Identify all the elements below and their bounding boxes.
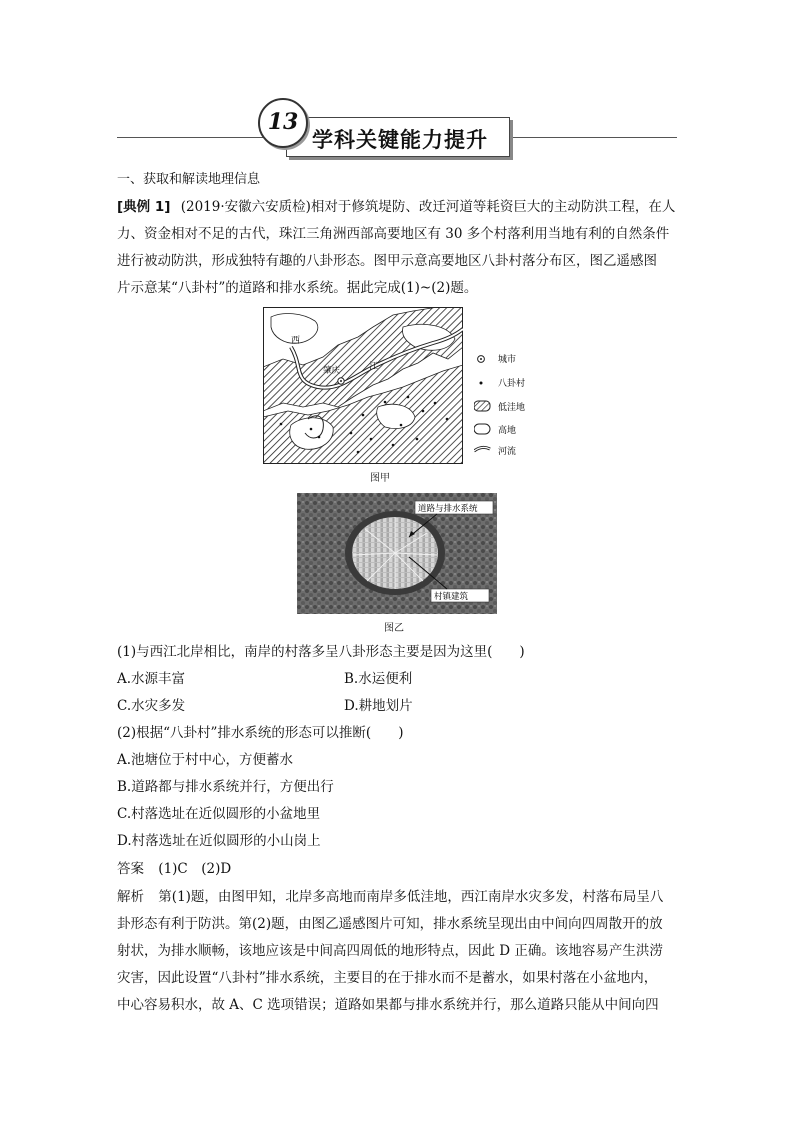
header-number-badge: 13 — [258, 98, 308, 148]
question-1-stem: (1)与西江北岸相比，南岸的村落多呈八卦形态主要是因为这里( ) — [117, 644, 525, 660]
example-line-1 — [117, 194, 679, 221]
question-1-option-b: B.水运便利 — [344, 671, 413, 687]
analysis-line-1 — [117, 884, 679, 911]
example-text: 相对于修筑堤防、改迁河道等耗资巨大的主动防洪工程，在人 — [310, 199, 676, 215]
question-1-option-d: D.耕地划片 — [344, 698, 413, 714]
callout-roads-drainage: 道路与排水系统 — [418, 504, 478, 514]
answer-label: 答案 — [117, 861, 144, 877]
analysis-line-3: 射状，为排水顺畅，该地应该是中间高四周低的地形特点，因此 D 正确。该地容易产生洪涝 — [117, 943, 663, 959]
legend-label-river: 河流 — [498, 447, 517, 457]
legend-label-lowland: 低洼地 — [498, 403, 526, 413]
figure-a-caption: 图甲 — [370, 473, 390, 484]
village-icon — [480, 382, 483, 385]
figure-b-caption: 图乙 — [384, 623, 404, 634]
example-line-2: 力、资金相对不足的古代，珠江三角洲西部高要地区有 30 多个村落利用当地有利的自然条件 — [117, 226, 670, 242]
highland-icon — [474, 424, 490, 434]
map-label-jiang: 江 — [369, 362, 379, 372]
legend-label-highland: 高地 — [498, 426, 517, 436]
analysis-line-2: 卦形态有利于防洪。第(2)题，由图乙遥感图片可知，排水系统呈现出由中间向四周散开的放 — [117, 916, 663, 932]
map-label-xi: 西 — [291, 336, 301, 346]
example-line-4: 片示意某“八卦村”的道路和排水系统。据此完成(1)~(2)题。 — [117, 280, 478, 296]
lowland-icon — [474, 401, 490, 411]
question-2-stem: (2)根据“八卦村”排水系统的形态可以推断( ) — [117, 725, 404, 741]
example-line-3: 进行被动防洪，形成独特有趣的八卦形态。图甲示意高要地区八卦村落分布区，图乙遥感图 — [117, 253, 657, 269]
question-1-option-a: A.水源丰富 — [117, 671, 186, 687]
question-2-option-a: A.池塘位于村中心，方便蓄水 — [117, 752, 294, 768]
question-2-option-c: C.村落选址在近似圆形的小盆地里 — [117, 806, 321, 822]
header-title: 学科关键能力提升 — [312, 127, 488, 152]
legend-label-village: 八卦村 — [498, 379, 526, 389]
callout-village-buildings: 村镇建筑 — [434, 592, 469, 602]
question-2-option-d: D.村落选址在近似圆形的小山岗上 — [117, 833, 321, 849]
analysis-label: 解析 — [117, 889, 144, 905]
map-label-city: 肇庆 — [323, 366, 341, 376]
legend-label-city: 城市 — [498, 355, 517, 365]
analysis-line-5: 中心容易积水，故 A、C 选项错误；道路如果都与排水系统并行，那么道路只能从中间向四 — [117, 997, 659, 1013]
figure-b-photo — [297, 493, 497, 614]
answer-line — [117, 857, 231, 877]
example-tag: [典例 1] — [117, 199, 171, 215]
analysis-text-1: 第(1)题，由图甲知，北岸多高地而南岸多低洼地，西江南岸水灾多发，村落布局呈八 — [158, 889, 664, 905]
section-title: 一、获取和解读地理信息 — [117, 172, 261, 187]
figure-a-map — [263, 307, 463, 464]
analysis-line-4: 灾害，因此设置“八卦村”排水系统，主要目的在于排水而不是蓄水，如果村落在小盆地内， — [117, 970, 658, 986]
answer-value: (1)C (2)D — [158, 861, 232, 877]
example-source: (2019·安徽六安质检) — [180, 199, 311, 215]
question-2-option-b: B.道路都与排水系统并行，方便出行 — [117, 779, 334, 795]
question-1-option-c: C.水灾多发 — [117, 698, 186, 714]
figure-a-legend — [474, 350, 564, 460]
